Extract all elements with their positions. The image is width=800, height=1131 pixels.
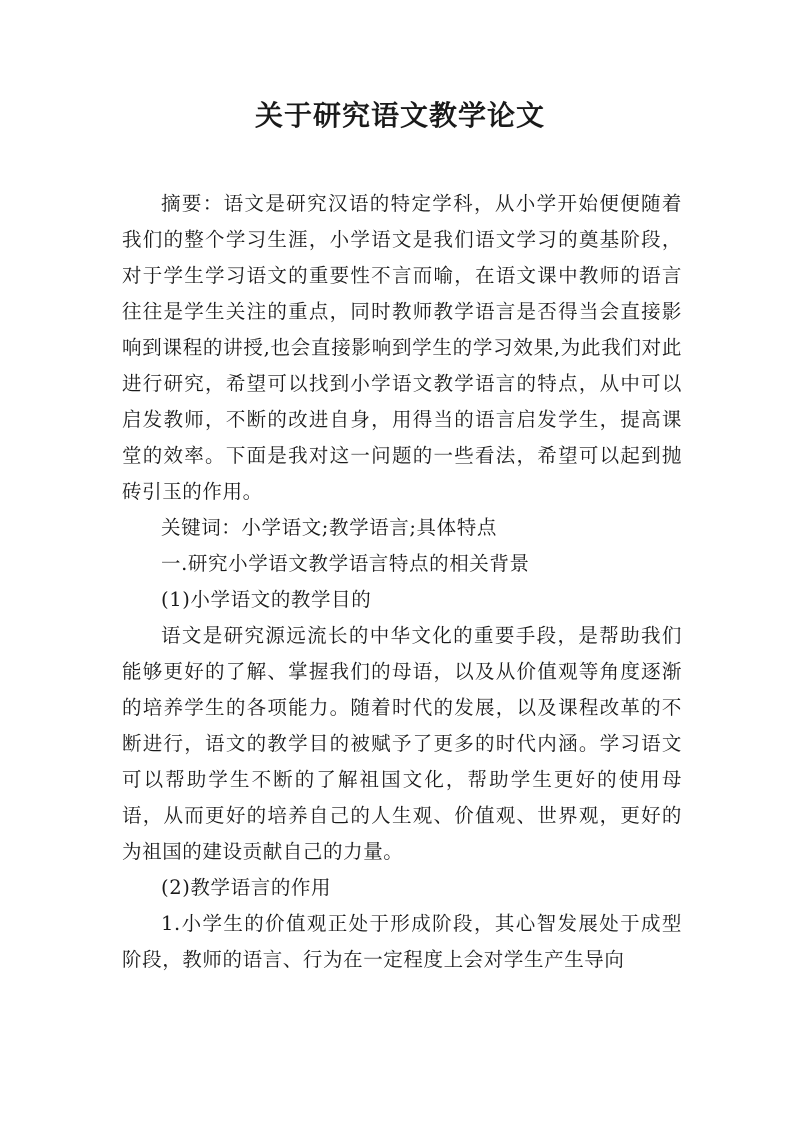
body-paragraph: 1.小学生的价值观正处于形成阶段，其心智发展处于成型阶段，教师的语言、行为在一定程度上会对学生产生导向 [122, 912, 682, 971]
subsection-heading-2: (2)教学语言的作用 [161, 876, 332, 899]
subsection-heading-1: (1)小学语文的教学目的 [161, 588, 372, 611]
document-title: 关于研究语文教学论文 [254, 99, 545, 132]
abstract-paragraph: 摘要：语文是研究汉语的特定学科，从小学开始便便随着我们的整个学习生涯，小学语文是我们语文学习的奠基阶段，对于学生学习语文的重要性不言而喻，在语文课中教师的语言往往是学生关注的重点，同时教师教学语言是否得当会直接影响到课程的讲授,也会直接影响到学生的学习效果,为此我们对此进行研究，希望可以找到小学语文教学语言的特点，从中可以启发教师，不断的改进自身，用得当的语言启发学生，提高课堂的效率。下面是我对这一问题的一些看法，希望可以起到抛砖引玉的作用。 [122, 192, 682, 503]
keywords-line: 关键词：小学语文;教学语言;具体特点 [161, 516, 497, 539]
body-paragraph: 语文是研究源远流长的中华文化的重要手段，是帮助我们能够更好的了解、掌握我们的母语，以及从价值观等角度逐渐的培养学生的各项能力。随着时代的发展，以及课程改革的不断进行，语文的教学目的被赋予了更多的时代内涵。学习语文可以帮助学生不断的了解祖国文化，帮助学生更好的使用母语，从而更好的培养自己的人生观、价值观、世界观，更好的为祖国的建设贡献自己的力量。 [122, 624, 682, 863]
section-heading-1: 一.研究小学语文教学语言特点的相关背景 [161, 552, 530, 575]
document-body [122, 186, 682, 978]
